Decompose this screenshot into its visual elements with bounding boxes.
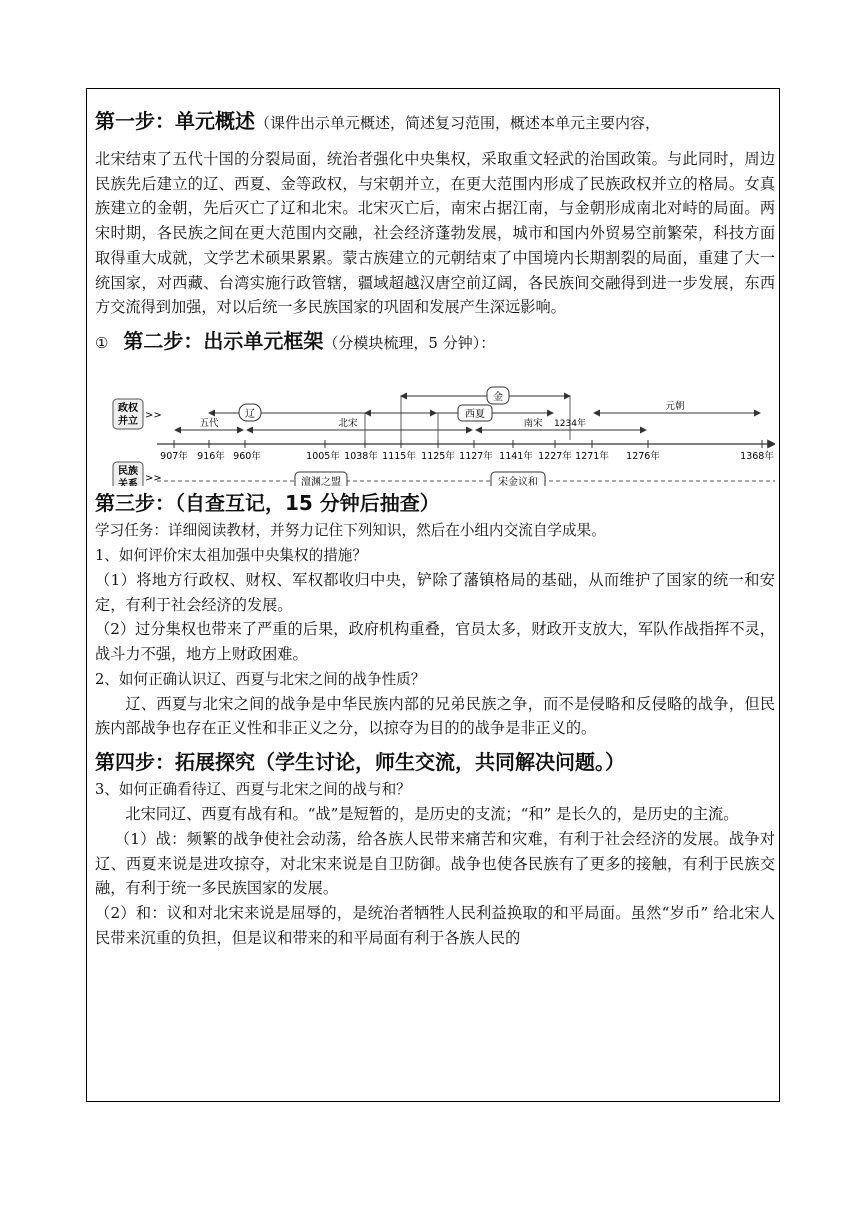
row-label-relations-1: 民族 (118, 465, 138, 477)
period-nansong: 南宋 (523, 417, 543, 429)
step2-note: （分模块梳理，5 分钟）： (323, 333, 496, 352)
period-beisong: 北宋 (338, 417, 358, 429)
step3-heading: 第三步：（自查互记，15 分钟后抽查） (95, 490, 440, 515)
row-label-regimes-2: 并立 (118, 415, 138, 427)
step2-marker: ① (95, 333, 109, 352)
step1-heading (95, 106, 775, 138)
period-yuan: 元朝 (665, 400, 685, 412)
step4-heading: 第四步：拓展探究（学生讨论，师生交流，共同解决问题。） (95, 750, 625, 775)
year-label: 1115年 (382, 450, 416, 462)
question-3: 3、如何正确看待辽、西夏与北宋之间的战与和？ (95, 781, 411, 799)
year-label: 960年 (233, 450, 261, 462)
year-label: 1005年 (306, 450, 340, 462)
year-label: 1038年 (344, 450, 378, 462)
row-label-regimes-arrow: >> (145, 409, 162, 421)
year-label: 1125年 (421, 450, 455, 462)
year-label: 1141年 (499, 450, 533, 462)
step1-body: 北宋结束了五代十国的分裂局面，统治者强化中央集权，采取重文轻武的治国政策。与此同时，周边民族先后建立的辽、西夏、金等政权，与宋朝并立，在更大范围内形成了民族政权并立的格局。女真族建立的金朝，先后灭亡了辽和北宋。北宋灭亡后，南宋占据江南，与金朝形成南北对峙的局面。两宋时期，各民族之间在更大范围内交融，社会经济蓬勃发展，城市和国内外贸易空前繁荣，科技方面取得重大成就，文学艺术硕果累累。蒙古族建立的元朝结束了中国境内长期割裂的局面，重建了大一统国家，对西藏、台湾实施行政管辖，疆域超越汉唐空前辽阔，各民族间交融得到进一步发展，东西方交流得到加强，对以后统一多民族国家的巩固和发展产生深远影响。 (95, 150, 775, 317)
document-body (95, 100, 775, 950)
step3-task: 学习任务：详细阅读教材，并努力记住下列知识，然后在小组内交流自学成果。 (95, 521, 606, 539)
event-chanyuan: 澶渊之盟 (301, 476, 341, 486)
question-2: 2、如何正确认识辽、西夏与北宋之间的战争性质？ (95, 670, 426, 688)
year-label: 1368年 (740, 450, 774, 462)
year-label: 1276年 (626, 450, 660, 462)
year-label: 1127年 (459, 450, 493, 462)
year-label: 1271年 (575, 450, 609, 462)
step2-title: 第二步：出示单元框架 (123, 328, 324, 353)
step1-title: 第一步：单元概述 (95, 109, 255, 133)
period-wudai: 五代 (199, 417, 219, 429)
row-label-regimes-1: 政权 (118, 402, 138, 414)
unit-timeline (95, 366, 775, 486)
year-label: 916年 (197, 450, 225, 462)
row-label-relations-2: 关系 (118, 478, 138, 486)
answer-3-war: （1）战：频繁的战争使社会动荡，给各族人民带来痛苦和灾难，有利于社会经济的发展。战争对辽、西夏来说是进攻掠夺，对北宋来说是自卫防御。战争也使各民族有了更多的接触，有利于民族交融，有利于统一多民族国家的发展。 (95, 829, 775, 898)
timeline-diagram (95, 366, 775, 486)
step2-heading (95, 326, 775, 358)
year-label: 1227年 (538, 450, 572, 462)
year-label: 907年 (160, 450, 188, 462)
answer-3-intro: 北宋同辽、西夏有战有和。“战”是短暂的，是历史的支流；“和” 是长久的，是历史的主流。 (125, 805, 739, 824)
period-jin: 金 (493, 391, 503, 403)
period-liao: 辽 (245, 408, 255, 420)
answer-2: 辽、西夏与北宋之间的战争是中华民族内部的兄弟民族之争，而不是侵略和反侵略的战争，但民族内部战争也存在正义性和非正义之分，以掠夺为目的的战争是非正义的。 (95, 694, 775, 738)
row-label-relations-arrow: >> (145, 472, 162, 484)
step1-note: （课件出示单元概述，简述复习范围，概述本单元主要内容， (255, 114, 661, 132)
period-xixia: 西夏 (465, 408, 485, 420)
answer-1-2: （2）过分集权也带来了严重的后果，政府机构重叠，官员太多，财政开支放大，军队作战指挥不灵，战斗力不强，地方上财政困难。 (95, 620, 775, 664)
event-songjin: 宋金议和 (498, 476, 538, 486)
year-labels (160, 450, 774, 462)
answer-1-1: （1）将地方行政权、财权、军权都收归中央，铲除了藩镇格局的基础，从而维护了国家的统一和安定，有利于社会经济的发展。 (95, 570, 775, 614)
question-1: 1、如何评价宋太祖加强中央集权的措施？ (95, 546, 367, 564)
answer-3-peace: （2）和：议和对北宋来说是屈辱的，是统治者牺牲人民利益换取的和平局面。虽然“岁币” 给北宋人民带来沉重的负担，但是议和带来的和平局面有利于各族人民的 (95, 903, 775, 947)
period-1234: 1234年 (554, 418, 586, 429)
